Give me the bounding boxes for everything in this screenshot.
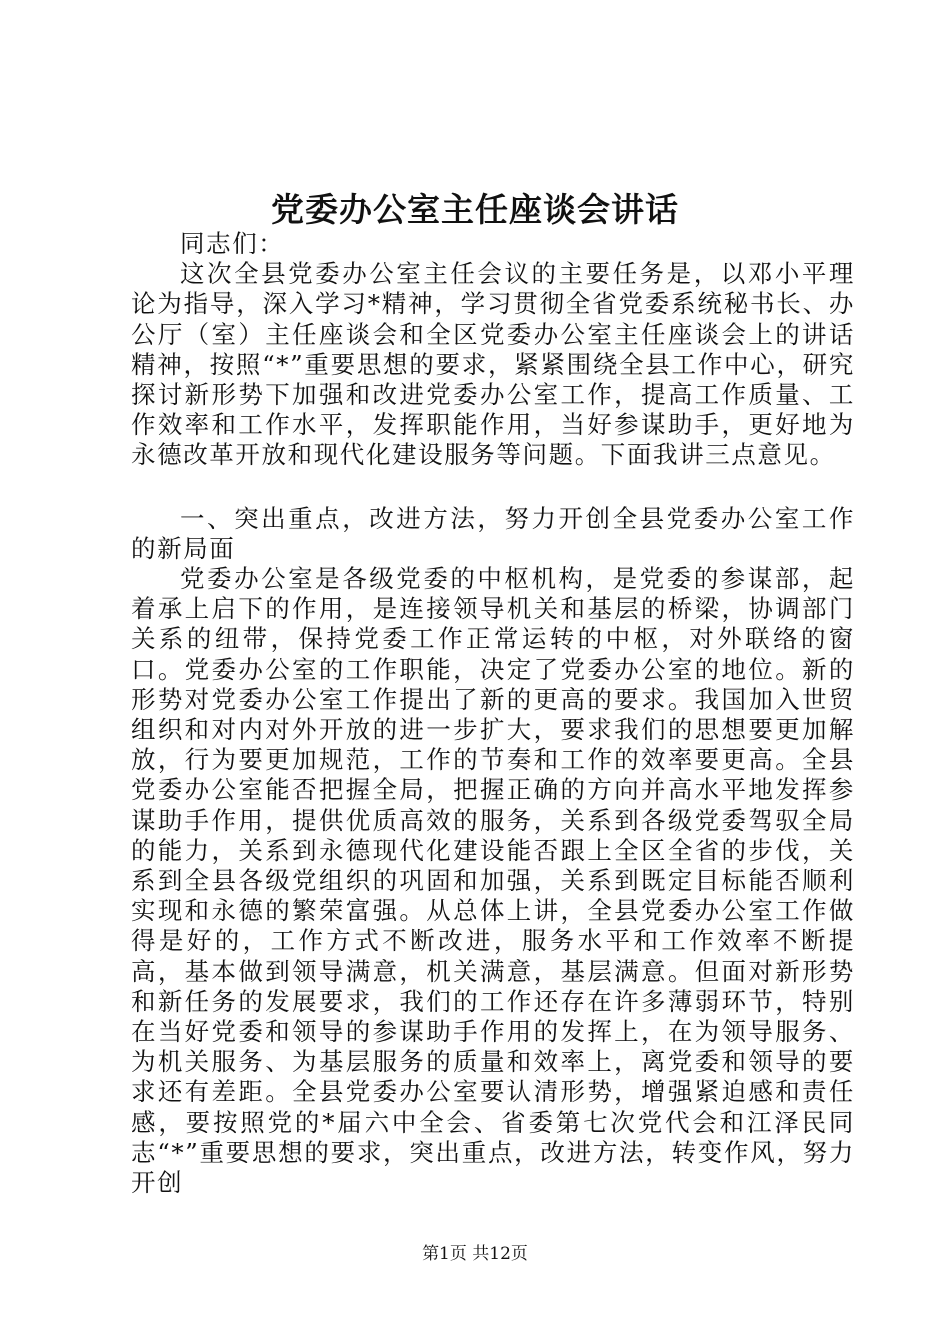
- document-body: [131, 229, 855, 1198]
- paragraph-section-1: 党委办公室是各级党委的中枢机构，是党委的参谋部，起着承上启下的作用，是连接领导机关和基层的桥梁，协调部门关系的纽带，保持党委工作正常运转的中枢，对外联络的窗口。党委办公室的工作职能，决定了党委办公室的地位。新的形势对党委办公室工作提出了新的更高的要求。我国加入世贸组织和对内对外开放的进一步扩大，要求我们的思想要更加解放，行为要更加规范，工作的节奏和工作的效率要更高。全县党委办公室能否把握全局，把握正确的方向并高水平地发挥参谋助手作用，提供优质高效的服务，关系到各级党委驾驭全局的能力，关系到永德现代化建设能否跟上全区全省的步伐，关系到全县各级党组织的巩固和加强，关系到既定目标能否顺利实现和永德的繁荣富强。从总体上讲，全县党委办公室工作做得是好的，工作方式不断改进，服务水平和工作效率不断提高，基本做到领导满意，机关满意，基层满意。但面对新形势和新任务的发展要求，我们的工作还存在许多薄弱环节，特别在当好党委和领导的参谋助手作用的发挥上，在为领导服务、为机关服务、为基层服务的质量和效率上，离党委和领导的要求还有差距。全县党委办公室要认清形势，增强紧迫感和责任感，要按照党的*届六中全会、省委第七次党代会和江泽民同志“*”重要思想的要求，突出重点，改进方法，转变作风，努力开创: [131, 564, 855, 1198]
- page-number: 第1页 共12页: [422, 1244, 528, 1264]
- paragraph-intro: 这次全县党委办公室主任会议的主要任务是，以邓小平理论为指导，深入学习*精神，学习贯彻全省党委系统秘书长、办公厅（室）主任座谈会和全区党委办公室主任座谈会上的讲话精神，按照“*”重要思想的要求，紧紧围绕全县工作中心，研究探讨新形势下加强和改进党委办公室工作，提高工作质量、工作效率和工作水平，发挥职能作用，当好参谋助手，更好地为永德改革开放和现代化建设服务等问题。下面我讲三点意见。: [131, 259, 855, 470]
- salutation: 同志们：: [180, 229, 285, 258]
- document-title: 党委办公室主任座谈会讲话: [271, 190, 679, 229]
- section-heading-1: 一、突出重点，改进方法，努力开创全县党委办公室工作的新局面: [131, 503, 855, 563]
